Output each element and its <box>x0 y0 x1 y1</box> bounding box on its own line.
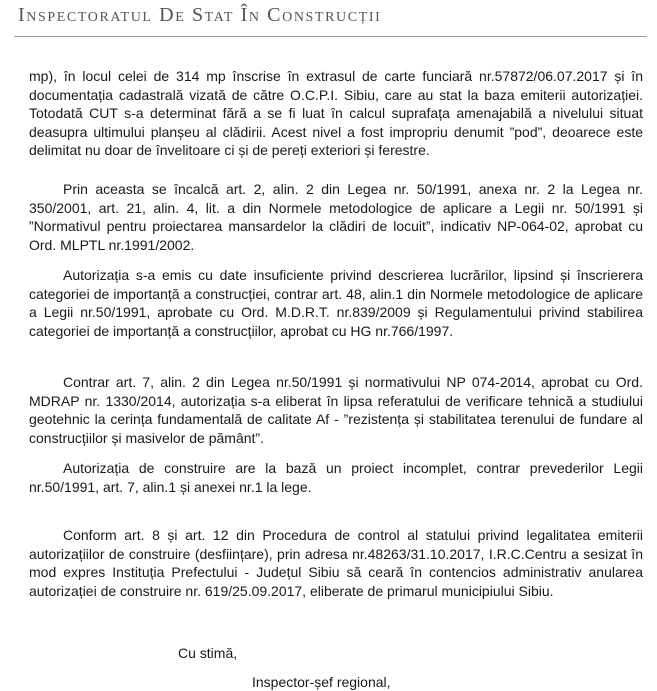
signatory-title: Inspector-șef regional, <box>252 674 391 690</box>
paragraph-6: Conform art. 8 și art. 12 din Procedura de control al statului privind legalitatea emiterii autorizațiilor de construire (desființare), prin adresa nr.48263/31.10.2017, I.R.C.Centru a sesizat în mod expres Instituția Prefectului - Județul Sibiu să ceară în contencios administrativ anularea autorizației de construire nr. 619/25.09.2017, eliberate de primarul municipiului Sibiu. <box>29 527 643 599</box>
letterhead-title: Inspectoratul De Stat În Construcții <box>18 4 382 26</box>
paragraph-4: Contrar art. 7, alin. 2 din Legea nr.50/1991 și normativului NP 074-2014, aprobat cu Ord. MDRAP nr. 1330/2014, autorizația s-a eliberat în lipsa referatului de verificare tehnică a studiului geotehnic la cerința fundamentală de calitate Af - ”rezistența și stabilitatea terenului de fundare al construcțiilor și masivelor de pământ”. <box>29 374 643 446</box>
closing-greeting: Cu stimă, <box>178 645 238 661</box>
paragraph-1: mp), în locul celei de 314 mp înscrise în extrasul de carte funciară nr.57872/06.07.2017 și în documentația cadastrală vizată de către O.C.P.I. Sibiu, care au stat la baza emiterii autorizației. Totodată CUT s-a determinat fără a se fi luat în calcul suprafața amenajabilă a nivelului situat deasupra ultimului planșeu al clădirii. Acest nivel a fost impropriu denumit ”pod”, deoarece este delimitat nu doar de învelitoare ci și de pereți exteriori și ferestre. <box>29 68 643 159</box>
paragraph-2: Prin aceasta se încalcă art. 2, alin. 2 din Legea nr. 50/1991, anexa nr. 2 la Legea nr. 350/2001, art. 21, alin. 4, lit. a din Normele metodologice de aplicare a Legii nr. 50/1991 și ”Normativul pentru proiectarea mansardelor la clădiri de locuit”, indicativ NP-064-02, aprobat cu Ord. MLPTL nr.1991/2002. <box>29 181 643 253</box>
paragraph-3: Autorizația s-a emis cu date insuficiente privind descrierea lucrărilor, lipsind și înscrierera categoriei de importanță a construcției, contrar art. 48, alin.1 din Normele metodologice de aplicare a Legii nr.50/1991, aprobate cu Ord. M.D.R.T. nr.839/2009 și Regulamentului privind stabilirea categoriei de importanță a construcțiilor, aprobat cu HG nr.766/1997. <box>29 267 643 339</box>
header-divider <box>14 36 647 37</box>
paragraph-5: Autorizația de construire are la bază un proiect incomplet, contrar prevederilor Legii nr.50/1991, art. 7, alin.1 și anexei nr.1 la lege. <box>29 460 643 495</box>
